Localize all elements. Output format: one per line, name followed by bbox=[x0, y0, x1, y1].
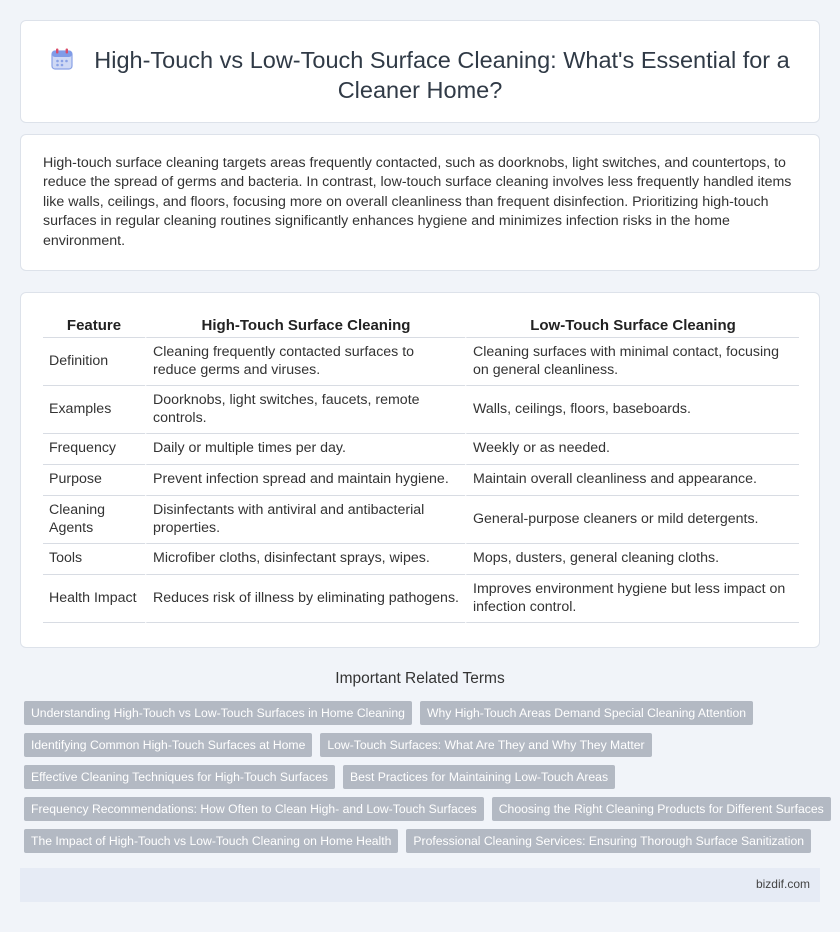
row-low-touch: Walls, ceilings, floors, baseboards. bbox=[465, 386, 799, 434]
row-high-touch: Doorknobs, light switches, faucets, remote controls. bbox=[145, 386, 465, 434]
related-term-link[interactable]: Best Practices for Maintaining Low-Touch Areas bbox=[343, 765, 615, 789]
page-title: High-Touch vs Low-Touch Surface Cleaning: What's Essential for a Cleaner Home? bbox=[94, 47, 790, 103]
related-term-link[interactable]: The Impact of High-Touch vs Low-Touch Cleaning on Home Health bbox=[24, 829, 398, 853]
row-low-touch: General-purpose cleaners or mild detergents. bbox=[465, 496, 799, 544]
header-feature: Feature bbox=[43, 313, 145, 338]
row-low-touch: Cleaning surfaces with minimal contact, focusing on general cleanliness. bbox=[465, 338, 799, 386]
footer bbox=[20, 868, 820, 902]
table-row bbox=[43, 544, 799, 575]
footer-site-name: bizdif.com bbox=[755, 877, 810, 891]
comparison-table bbox=[43, 313, 799, 623]
header-high-touch: High-Touch Surface Cleaning bbox=[145, 313, 465, 338]
table-row bbox=[43, 575, 799, 623]
table-row bbox=[43, 338, 799, 386]
comparison-card bbox=[20, 292, 820, 648]
related-term-link[interactable]: Low-Touch Surfaces: What Are They and Why They Matter bbox=[320, 733, 651, 757]
related-term-link[interactable]: Understanding High-Touch vs Low-Touch Surfaces in Home Cleaning bbox=[24, 701, 412, 725]
row-high-touch: Reduces risk of illness by eliminating pathogens. bbox=[145, 575, 465, 623]
related-term-link[interactable]: Choosing the Right Cleaning Products for Different Surfaces bbox=[492, 797, 831, 821]
intro-paragraph: High-touch surface cleaning targets areas frequently contacted, such as doorknobs, light switches, and countertops, to reduce the spread of germs and bacteria. In contrast, low-touch surface cleaning involves less frequently handled items like walls, ceilings, and floors, focusing more on overall cleanliness than frequent disinfection. Prioritizing high-touch surfaces in regular cleaning routines significantly enhances hygiene and minimizes infection risks in the home environment. bbox=[43, 155, 792, 249]
row-high-touch: Daily or multiple times per day. bbox=[145, 434, 465, 465]
related-term-link[interactable]: Identifying Common High-Touch Surfaces at Home bbox=[24, 733, 312, 757]
row-feature: Tools bbox=[43, 544, 145, 575]
row-low-touch: Improves environment hygiene but less impact on infection control. bbox=[465, 575, 799, 623]
row-high-touch: Microfiber cloths, disinfectant sprays, wipes. bbox=[145, 544, 465, 575]
table-header-row bbox=[43, 313, 799, 338]
row-low-touch: Weekly or as needed. bbox=[465, 434, 799, 465]
header-card bbox=[20, 20, 820, 123]
related-term-link[interactable]: Effective Cleaning Techniques for High-Touch Surfaces bbox=[24, 765, 335, 789]
related-term-link[interactable]: Frequency Recommendations: How Often to Clean High- and Low-Touch Surfaces bbox=[24, 797, 484, 821]
row-feature: Cleaning Agents bbox=[43, 496, 145, 544]
row-feature: Purpose bbox=[43, 465, 145, 496]
page-title-row bbox=[41, 45, 799, 105]
related-terms-list bbox=[24, 701, 824, 861]
table-row bbox=[43, 386, 799, 434]
calendar-icon bbox=[50, 47, 74, 71]
row-feature: Frequency bbox=[43, 434, 145, 465]
related-terms-title: Important Related Terms bbox=[335, 670, 505, 687]
table-row bbox=[43, 434, 799, 465]
row-high-touch: Prevent infection spread and maintain hygiene. bbox=[145, 465, 465, 496]
related-term-link[interactable]: Why High-Touch Areas Demand Special Cleaning Attention bbox=[420, 701, 753, 725]
row-low-touch: Mops, dusters, general cleaning cloths. bbox=[465, 544, 799, 575]
row-high-touch: Cleaning frequently contacted surfaces to reduce germs and viruses. bbox=[145, 338, 465, 386]
row-high-touch: Disinfectants with antiviral and antibacterial properties. bbox=[145, 496, 465, 544]
table-row bbox=[43, 465, 799, 496]
row-feature: Examples bbox=[43, 386, 145, 434]
header-low-touch: Low-Touch Surface Cleaning bbox=[465, 313, 799, 338]
row-feature: Health Impact bbox=[43, 575, 145, 623]
intro-card bbox=[20, 134, 820, 271]
row-feature: Definition bbox=[43, 338, 145, 386]
table-row bbox=[43, 496, 799, 544]
related-term-link[interactable]: Professional Cleaning Services: Ensuring Thorough Surface Sanitization bbox=[406, 829, 811, 853]
row-low-touch: Maintain overall cleanliness and appearance. bbox=[465, 465, 799, 496]
